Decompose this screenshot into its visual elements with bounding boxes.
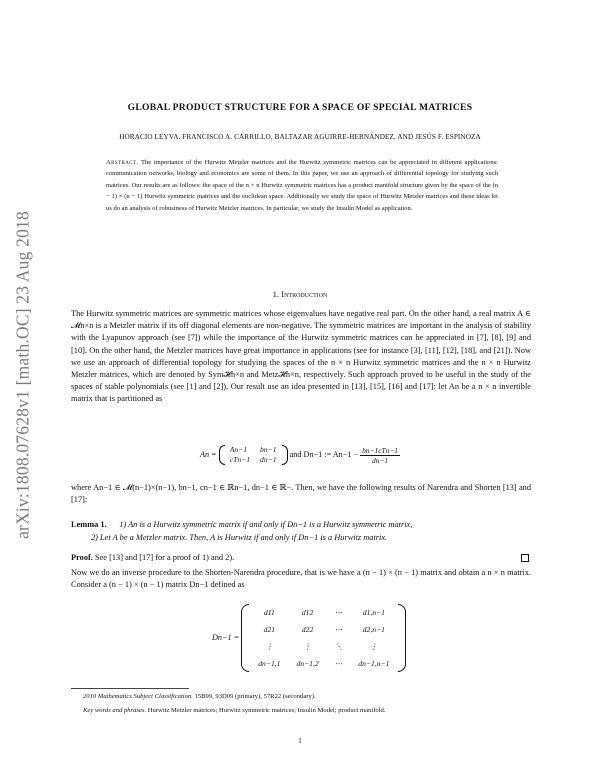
section-title: Introduction (281, 289, 328, 299)
matrix-cell: ⋮ (265, 642, 274, 651)
eq1-middle: and Dn−1 := An−1 − (289, 449, 359, 459)
matrix-cell: ⋯ (334, 608, 343, 617)
matrix-cell: d11 (263, 608, 275, 617)
keywords-label: Key words and phrases. (83, 707, 147, 714)
matrix-cell: dn−1,1 (258, 659, 281, 668)
msc-text: 15B99, 93D09 (primary), 57R22 (secondary). (194, 693, 316, 700)
matrix-cell: d2,n−1 (362, 625, 385, 634)
eq2-lhs: Dn−1 = (212, 632, 240, 642)
lemma-item-1: 1) An is a Hurwitz symmetric matrix if and only if Dn−1 is a Hurwitz symmetric matrix, (119, 520, 413, 529)
abstract-text: The importance of the Hurwitz Metzler matrices and the Hurwitz symmetric matrices can be appreciated in different applications: communication networks, biology and economics are some of them. In this paper, we use an approach of differential topology for studying such matrices. Our results are as follows: the space of the n × n Hurwitz symmetric matrices has a product manifold structure given by the space of the (n − 1) × (n − 1) Hurwitz symmetric matrices and the euclidean space. Additionally we study the space of Hurwitz Metzler matrices and these ideas let us do an analysis of robustness of Hurwitz Metzler matrices. In particular, we study the Insulin Model as application. (106, 159, 498, 212)
intro-paragraph-1: The Hurwitz symmetric matrices are symmetric matrices whose eigenvalues have negative real part. On the other hand, a real matrix A ∈ 𝓜n×n is a Metzler matrix if its off diagonal elements are non-negative. The symmetric matrices are important in the analysis of stability with the Lyapunov approach (see [7]) while the importance of the Hurwitz symmetric matrices can be appreciated in [7], [8], [9] and [10]. On the other hand, the Metzler matrices have great importance in applications (see for instance [3], [11], [12], [18], and [21]). Now we use an approach of differential topology for studying the spaces of the n × n Hurwitz symmetric matrices and the n × n Hurwitz Metzler matrices, which are denoted by Sym𝓗n×n and Metz𝓗n×n, respectively. Such approach proved to be useful in the study of the spaces of stable polynomials (see [1] and [2]). Our result use an idea presented in [13], [15], [16] and [17]: let An be a n × n invertible matrix that is partitioned as (71, 309, 531, 404)
intro-paragraph-3: Now we do an inverse procedure to the Shorten-Narendra procedure, that is we have a (n − 1) × (n − 1) matrix and obtain a n × n matrix. Consider a (n − 1) × (n − 1) matrix Dn−1 defined as (71, 568, 531, 590)
proof-label: Proof. (71, 553, 93, 562)
section-number: 1. (272, 289, 280, 299)
matrix-cell: d12 (301, 608, 314, 617)
block-matrix (219, 445, 288, 465)
footnote-keywords (83, 707, 385, 714)
footnote-divider (71, 688, 189, 689)
proof-text: See [13] and [17] for a proof of 1) and 2). (94, 553, 235, 562)
fraction-denominator: dn−1 (372, 455, 389, 465)
arxiv-sidebar (10, 175, 36, 575)
matrix-cell: ⋮ (370, 642, 378, 651)
matrix-cell: dn−1 (260, 455, 277, 464)
matrix-cell: ⋮ (303, 642, 312, 651)
equation-partition (0, 445, 600, 465)
matrix-cell: d21 (263, 625, 276, 634)
matrix-cell: d1,n−1 (362, 608, 385, 617)
section-heading (0, 289, 600, 299)
qed-box-icon (521, 554, 529, 562)
abstract-label: Abstract. (106, 159, 139, 166)
fraction (360, 446, 400, 465)
matrix-cell: cTn−1 (229, 455, 251, 464)
eq1-lhs: An = (200, 449, 217, 459)
fraction-numerator: bn−1cTn−1 (362, 445, 398, 455)
matrix-cell: bn−1 (260, 445, 277, 454)
paper-title: GLOBAL PRODUCT STRUCTURE FOR A SPACE OF SPECIAL MATRICES (127, 102, 473, 113)
matrix-cell: ⋱ (334, 642, 343, 651)
footnote-msc (83, 693, 316, 700)
proof (71, 553, 531, 562)
lemma-label: Lemma 1. (71, 520, 107, 529)
author-list: HORACIO LEYVA, FRANCISCO A. CARRILLO, BALTAZAR AGUIRRE-HERNÁNDEZ, AND JESÚS F. ESPINOZA (119, 133, 481, 141)
equation-d-matrix (212, 604, 406, 672)
matrix-cell: d22 (301, 625, 314, 634)
arxiv-identifier[interactable]: arXiv:1808.07628v1 [math.OC] 23 Aug 2018 (12, 211, 33, 539)
intro-paragraph-2: where An−1 ∈ 𝓜(n−1)×(n−1), bn−1, cn−1 ∈ ℝn−1, dn−1 ∈ ℝ−. Then, we have the following results of Narendra and Shorten [13] and [17]: (71, 483, 531, 505)
lemma-1 (71, 518, 531, 544)
page-number: 1 (298, 737, 302, 745)
d-matrix (241, 604, 406, 672)
matrix-cell: An−1 (229, 445, 248, 454)
lemma-item-2: 2) Let A be a Metzler matrix. Then, A is Hurwitz if and only if Dn−1 is a Hurwitz matrix. (91, 533, 388, 542)
matrix-cell: ⋯ (334, 625, 343, 634)
msc-label: 2010 Mathematics Subject Classification. (83, 693, 193, 700)
keywords-text: Hurwitz Metzler matrices; Hurwitz symmetric matrices; Insulin Model; product manifold. (147, 707, 386, 714)
matrix-cell: ⋯ (334, 659, 343, 668)
matrix-cell: dn−1,2 (296, 659, 319, 668)
matrix-cell: dn−1,n−1 (358, 659, 390, 668)
abstract (106, 157, 498, 214)
